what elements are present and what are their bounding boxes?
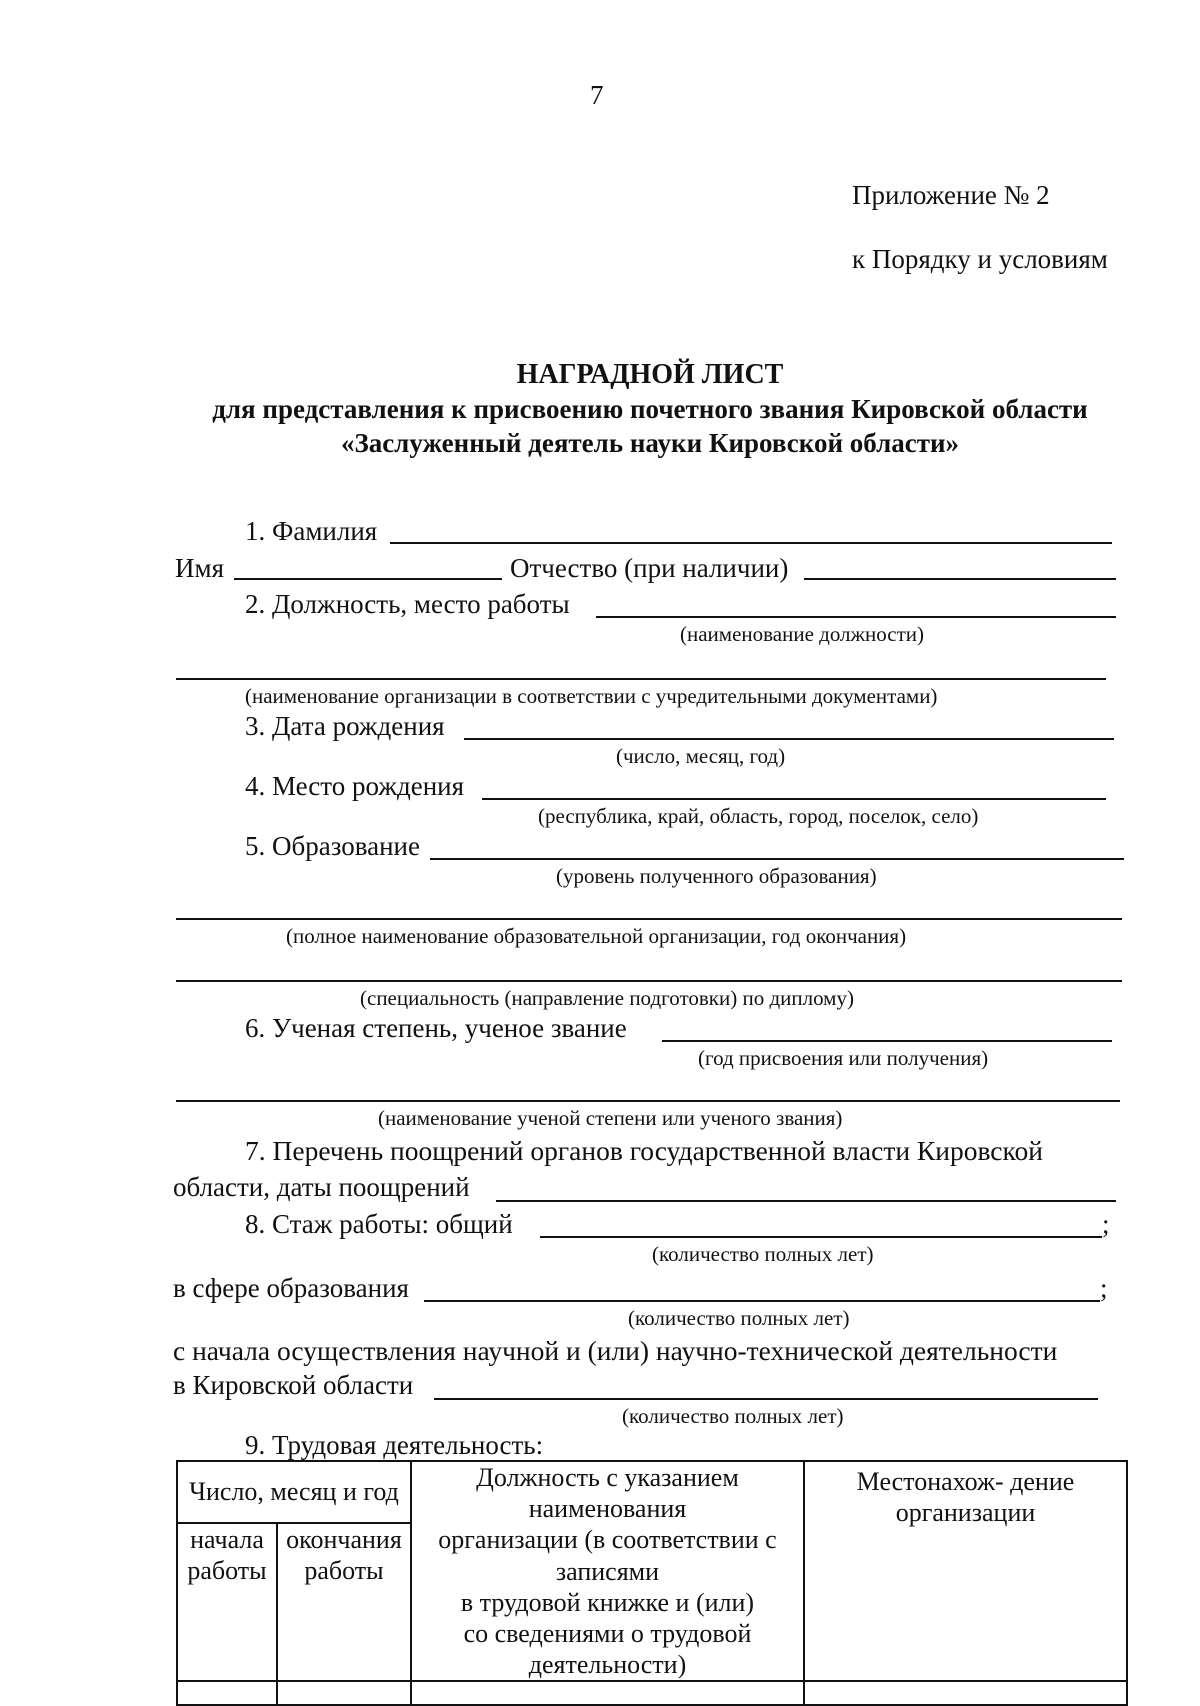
experience-total-caption: (количество полных лет) [652, 1242, 874, 1266]
position-cell[interactable] [411, 1681, 804, 1705]
position-caption: (наименование должности) [680, 622, 925, 646]
document-title: НАГРАДНОЙ ЛИСТ [516, 359, 784, 390]
education-label: 5. Образование [245, 831, 420, 861]
surname-label: 1. Фамилия [245, 516, 378, 546]
start-date-header: начала работы [177, 1523, 277, 1681]
birth-date-field[interactable] [464, 738, 1114, 740]
degree-name-field[interactable] [176, 1100, 1120, 1102]
experience-science-label-line1: с начала осуществления научной и (или) научно-технической деятельности [173, 1335, 1058, 1366]
name-label: Имя [175, 553, 225, 583]
experience-science-field[interactable] [434, 1398, 1098, 1400]
position-header-line2: организации (в соответствии с записями [438, 1525, 777, 1586]
birth-place-field[interactable] [482, 798, 1106, 800]
degree-year-caption: (год присвоения или получения) [698, 1046, 989, 1070]
organization-field[interactable] [176, 678, 1106, 680]
appendix-subtitle: к Порядку и условиям [852, 244, 1108, 274]
specialty-caption: (специальность (направление подготовки) по диплому) [360, 986, 854, 1010]
awards-label-line1: 7. Перечень поощрений органов государственной власти Кировской [245, 1135, 1043, 1166]
degree-name-caption: (наименование ученой степени или ученого звания) [378, 1106, 843, 1130]
patronymic-field[interactable] [804, 578, 1116, 580]
experience-science-caption: (количество полных лет) [622, 1404, 844, 1428]
degree-year-field[interactable] [662, 1040, 1112, 1042]
experience-education-label: в сфере образования [173, 1273, 409, 1303]
birth-date-label: 3. Дата рождения [245, 711, 445, 741]
position-header-line1: Должность с указанием наименования [476, 1463, 739, 1524]
awards-field[interactable] [496, 1200, 1116, 1202]
experience-total-field[interactable] [540, 1236, 1102, 1238]
birth-place-label: 4. Место рождения [245, 771, 465, 801]
specialty-field[interactable] [176, 980, 1122, 982]
experience-total-semicolon: ; [1102, 1209, 1110, 1239]
experience-education-caption: (количество полных лет) [628, 1306, 850, 1330]
end-date-cell[interactable] [277, 1681, 411, 1705]
birth-date-caption: (число, месяц, год) [616, 744, 786, 768]
institution-caption: (полное наименование образовательной организации, год окончания) [286, 924, 907, 948]
location-cell[interactable] [804, 1681, 1127, 1705]
position-header-line3: в трудовой книжке и (или) [460, 1587, 755, 1617]
date-header: Число, месяц и год [177, 1461, 411, 1523]
experience-education-semicolon: ; [1100, 1273, 1108, 1303]
birth-place-caption: (республика, край, область, город, поселок, село) [538, 804, 979, 828]
appendix-title: Приложение № 2 [852, 180, 1050, 210]
patronymic-label: Отчество (при наличии) [510, 553, 789, 583]
position-field[interactable] [596, 616, 1116, 618]
position-label: 2. Должность, место работы [245, 589, 570, 619]
experience-education-field[interactable] [424, 1300, 1100, 1302]
organization-caption: (наименование организации в соответствии с учредительными документами) [245, 684, 938, 708]
end-date-header: окончания работы [277, 1523, 411, 1681]
education-field[interactable] [430, 858, 1124, 860]
position-header-line4: со сведениями о трудовой деятельности) [463, 1618, 752, 1680]
experience-science-label-line2: в Кировской области [173, 1370, 414, 1400]
table-row [177, 1681, 1127, 1705]
work-history-label: 9. Трудовая деятельность: [245, 1430, 544, 1460]
work-history-table [176, 1460, 1128, 1706]
surname-field[interactable] [390, 542, 1112, 544]
position-header [411, 1461, 804, 1681]
degree-label: 6. Ученая степень, ученое звание [245, 1013, 627, 1043]
document-subtitle-line1: для представления к присвоению почетного звания Кировской области [212, 394, 1088, 424]
experience-total-label: 8. Стаж работы: общий [245, 1209, 513, 1239]
document-subtitle-line2: «Заслуженный деятель науки Кировской области» [340, 428, 960, 458]
page-number: 7 [590, 80, 604, 110]
institution-field[interactable] [176, 918, 1122, 920]
location-header: Местонахож- дение организации [804, 1461, 1127, 1681]
start-date-cell[interactable] [177, 1681, 277, 1705]
name-field[interactable] [234, 578, 502, 580]
awards-label-line2: области, даты поощрений [173, 1172, 470, 1202]
education-caption: (уровень полученного образования) [556, 864, 877, 888]
